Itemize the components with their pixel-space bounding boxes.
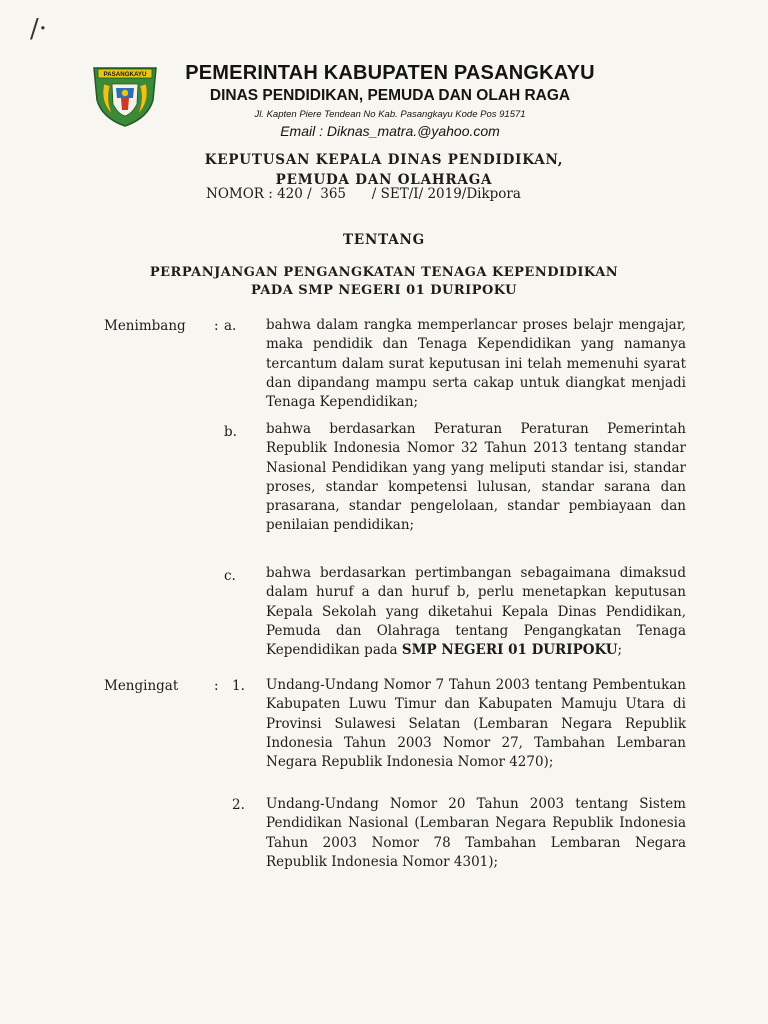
letterhead-email: Email : Diknas_matra.@yahoo.com — [280, 123, 500, 139]
menimbang-item-c-tail: ; — [617, 642, 623, 659]
letterhead-address: Jl. Kapten Piere Tendean No Kab. Pasangkayu Kode Pos 91571 — [254, 109, 526, 120]
menimbang-item-c-text: bahwa berdasarkan pertimbangan sebagaimana dimaksud dalam huruf a dan huruf b, perlu menetapkan keputusan Kepala Sekolah yang diketahui Kepala Dinas Pendidikan, Pemuda dan Olahraga tentang Pengangkatan Tenaga Kependidikan pada — [266, 565, 686, 659]
mengingat-marker-1: 1. — [232, 678, 245, 694]
emblem-text: PASANGKAYU — [103, 71, 147, 79]
decree-subject-line2: PADA SMP NEGERI 01 DURIPOKU — [251, 283, 517, 298]
letterhead-office-name: DINAS PENDIDIKAN, PEMUDA DAN OLAH RAGA — [209, 87, 571, 104]
letterhead — [160, 60, 620, 140]
decree-title — [0, 150, 768, 190]
letterhead-government-name: PEMERINTAH KABUPATEN PASANGKAYU — [185, 62, 595, 84]
regency-emblem-icon — [90, 58, 160, 128]
decree-subject-line1: PERPANJANGAN PENGANGKATAN TENAGA KEPENDIDIKAN — [149, 265, 619, 280]
menimbang-colon: : — [214, 318, 219, 334]
menimbang-marker-a: a. — [224, 318, 237, 334]
school-name: SMP NEGERI 01 DURIPOKU — [401, 642, 618, 659]
handwritten-corner-mark: /· — [30, 14, 48, 44]
mengingat-colon: : — [214, 678, 219, 694]
tentang-heading: TENTANG — [343, 232, 425, 248]
mengingat-item-1: Undang-Undang Nomor 7 Tahun 2003 tentang Pembentukan Kabupaten Luwu Timur dan Kabupaten Mamuju Utara di Provinsi Sulawesi Selatan (Lembaran Negara Republik Indonesia Tahun 2003 Nomor 27, Tambahan Lembaran Negara Republik Indonesia Nomor 4270); — [266, 677, 686, 771]
decree-subject — [0, 264, 768, 300]
mengingat-marker-2: 2. — [232, 797, 245, 813]
menimbang-label: Menimbang — [104, 318, 186, 334]
menimbang-marker-b: b. — [224, 424, 237, 440]
menimbang-marker-c: c. — [224, 568, 236, 584]
mengingat-item-2: Undang-Undang Nomor 20 Tahun 2003 tentang Sistem Pendidikan Nasional (Lembaran Negara Republik Indonesia Tahun 2003 Nomor 78 Tambahan Lembaran Negara Republik Indonesia Nomor 4301); — [266, 796, 686, 870]
mengingat-label: Mengingat — [104, 678, 179, 694]
decree-number: NOMOR : 420 / 365 / SET/I/ 2019/Dikpora — [206, 186, 521, 202]
menimbang-item-a: bahwa dalam rangka memperlancar proses belajr mengajar, maka pendidik dan Tenaga Kependidikan yang namanya tercantum dalam surat keputusan ini telah memenuhi syarat dan dipandang mampu serta cakap untuk diangkat menjadi Tenaga Kependidikan; — [266, 317, 686, 411]
decree-title-line1: KEPUTUSAN KEPALA DINAS PENDIDIKAN, — [204, 152, 564, 168]
menimbang-item-b: bahwa berdasarkan Peraturan Peraturan Pemerintah Republik Indonesia Nomor 32 Tahun 2013 tentang standar Nasional Pendidikan yang yang meliputi standar isi, standar proses, standar kompetensi lulusan, standar sarana dan prasarana, standar pengelolaan, standar pembiayaan dan penilaian pendidikan; — [266, 421, 686, 534]
decree-title-line2: PEMUDA DAN OLAHRAGA — [275, 172, 493, 188]
menimbang-item-c — [266, 564, 686, 660]
